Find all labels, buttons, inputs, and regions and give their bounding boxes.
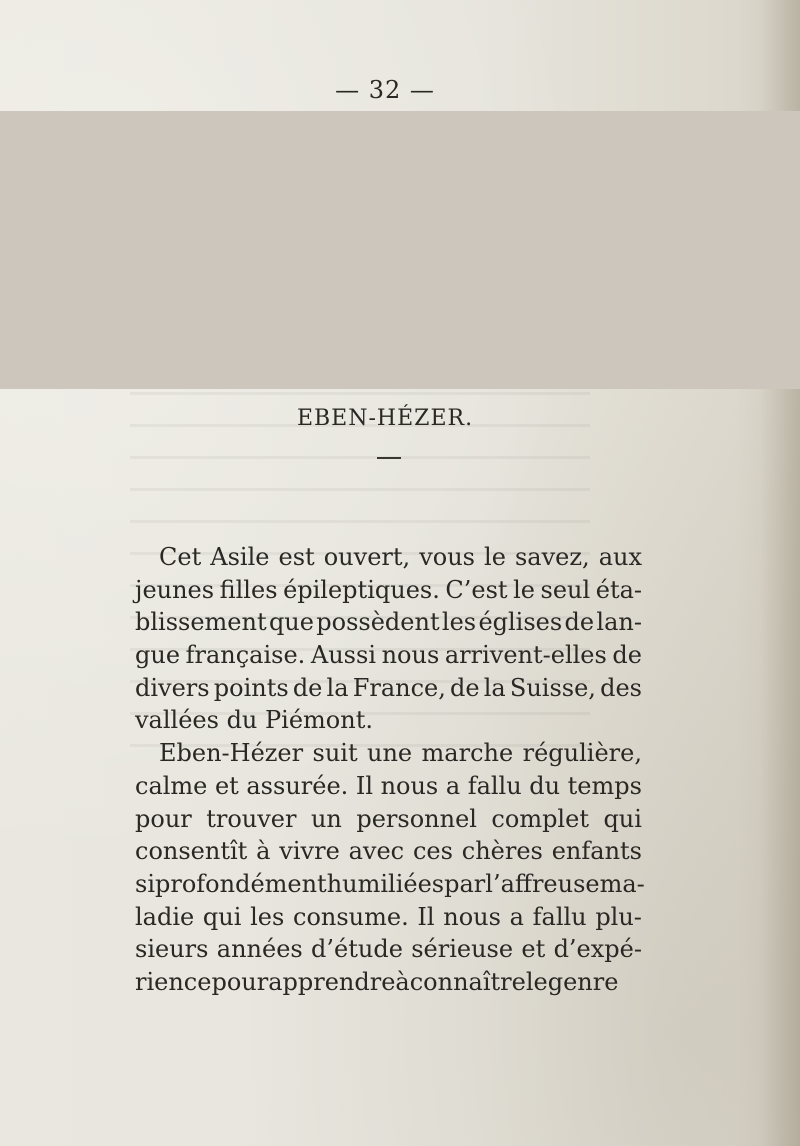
word: est: [278, 543, 315, 571]
word: avec: [348, 837, 405, 866]
word: et: [521, 935, 546, 964]
word: fallu: [467, 771, 522, 800]
text-line: [135, 901, 642, 934]
word: blissement: [135, 608, 267, 637]
word: sérieuse: [411, 935, 514, 964]
word: France,: [352, 673, 446, 702]
word: suit: [312, 739, 358, 768]
word: sieurs: [135, 935, 209, 964]
word: l’affreuse: [485, 869, 600, 898]
word: Cet: [159, 543, 202, 571]
redacted-region: [0, 111, 800, 389]
word: églises: [478, 608, 563, 637]
word: chères: [461, 837, 543, 866]
text-line: [135, 704, 642, 737]
word: nous: [380, 771, 439, 800]
text-line: [135, 574, 642, 607]
text-line: [135, 770, 642, 803]
word: C’est: [445, 575, 508, 604]
word: profondément: [155, 869, 327, 898]
word: complet: [491, 804, 589, 833]
word: nous: [443, 902, 501, 931]
word: vivre: [279, 837, 340, 866]
word: les: [441, 608, 477, 637]
word: lan-: [596, 608, 642, 637]
word: ma-: [599, 869, 645, 898]
text-line: [135, 541, 642, 574]
word: a: [445, 771, 461, 800]
section-heading: EBEN-HÉZER.: [296, 406, 474, 431]
word: ladie: [135, 902, 195, 931]
word: un: [310, 804, 342, 833]
word: personnel: [356, 804, 477, 833]
word: le: [513, 575, 535, 604]
word: trouver: [206, 804, 297, 833]
page-number: — 32 —: [335, 76, 435, 104]
word: années: [216, 935, 303, 964]
word: Il: [355, 771, 373, 800]
word: pour: [135, 804, 192, 833]
word: Aussi: [310, 641, 376, 670]
text-line: [135, 835, 642, 868]
word: rience: [135, 967, 212, 996]
word: consume.: [293, 902, 409, 931]
text-line: [135, 672, 642, 705]
word: jeunes: [135, 575, 215, 604]
word: épileptiques.: [283, 575, 440, 604]
word: calme: [135, 771, 208, 800]
word: de: [564, 608, 595, 637]
text-line: [135, 868, 645, 901]
word: filles: [219, 575, 278, 604]
word: a: [509, 902, 524, 931]
word: d’étude: [311, 935, 403, 964]
word: des: [600, 673, 642, 702]
word: de: [612, 641, 642, 670]
body-text: [135, 541, 645, 999]
word: une: [367, 739, 413, 768]
text-line: [135, 933, 642, 966]
word: marche: [421, 739, 514, 768]
word: les: [250, 902, 285, 931]
word: savez,: [514, 543, 590, 571]
word: de: [450, 673, 480, 702]
word: vous: [419, 543, 475, 571]
word: genre: [547, 967, 619, 996]
word: ces: [412, 837, 453, 866]
word: que: [268, 608, 314, 637]
word: assurée.: [246, 771, 349, 800]
word: divers: [135, 673, 210, 702]
word: française.: [185, 641, 306, 670]
word: gue: [135, 641, 181, 670]
word: qui: [202, 902, 242, 931]
word: possèdent: [316, 608, 440, 637]
word: Il: [417, 902, 435, 931]
word: si: [135, 869, 155, 898]
word: Eben-Hézer: [159, 739, 304, 768]
word: la: [483, 673, 506, 702]
word: nous: [381, 641, 440, 670]
word: apprendre: [268, 967, 396, 996]
word: fallu: [532, 902, 587, 931]
word: qui: [603, 804, 642, 833]
word: points: [213, 673, 289, 702]
word: le: [484, 543, 506, 571]
text-line: [135, 606, 642, 639]
word: arrivent-elles: [444, 641, 607, 670]
word: régulière,: [522, 739, 642, 768]
text-line: [135, 737, 642, 770]
word: humiliées: [326, 869, 445, 898]
word: éta-: [595, 575, 642, 604]
word: à: [395, 967, 410, 996]
word: pour: [211, 967, 269, 996]
word: la: [326, 673, 349, 702]
word: à: [256, 837, 271, 866]
word: connaître: [409, 967, 526, 996]
word: le: [525, 967, 548, 996]
heading-separator-rule: [377, 457, 401, 459]
word: du: [529, 771, 561, 800]
word: temps: [567, 771, 642, 800]
text-line: [135, 639, 642, 672]
word: Asile: [210, 543, 270, 571]
word: vallées du Piémont.: [135, 706, 373, 735]
word: seul: [540, 575, 591, 604]
word: Suisse,: [509, 673, 596, 702]
word: plu-: [595, 902, 642, 931]
text-line: [135, 966, 642, 999]
word: aux: [598, 543, 642, 571]
word: consentît: [135, 837, 248, 866]
word: ouvert,: [323, 543, 411, 571]
word: par: [444, 869, 486, 898]
word: d’expé-: [553, 935, 642, 964]
text-line: [135, 803, 642, 836]
word: enfants: [551, 837, 642, 866]
word: de: [292, 673, 323, 702]
word: et: [214, 771, 239, 800]
